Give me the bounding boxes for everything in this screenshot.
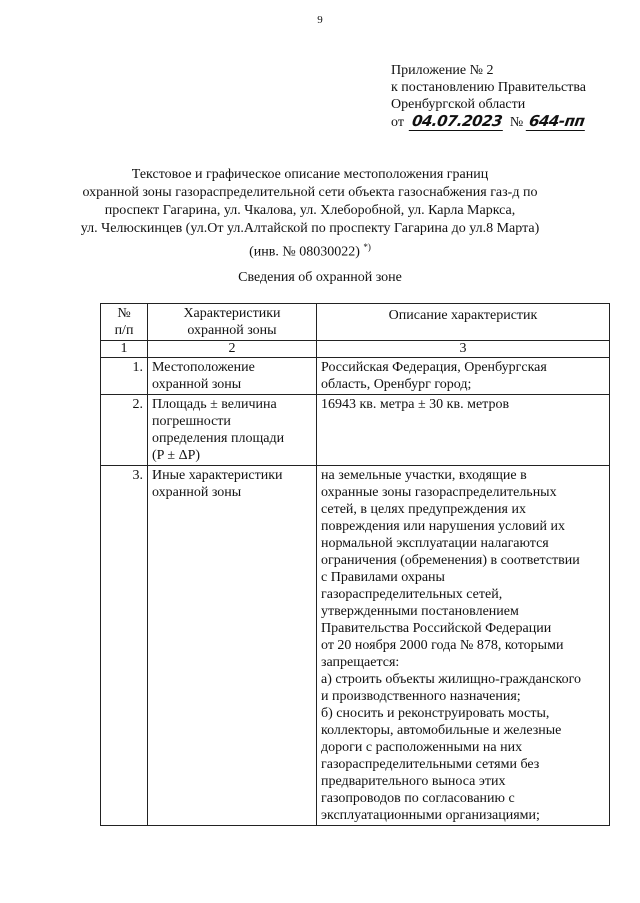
appendix-line-1: Приложение № 2 — [391, 63, 494, 78]
text-line: предварительного выноса этих — [321, 774, 506, 789]
header-characteristics — [148, 304, 317, 341]
text-line: (P ± ΔP) — [152, 448, 201, 463]
title-line-3: проспект Гагарина, ул. Чкалова, ул. Хлеборобной, ул. Карла Маркса, — [104, 203, 516, 218]
page-number: 9 — [317, 14, 323, 26]
table-row — [101, 466, 610, 826]
text-line: определения площади — [152, 431, 285, 446]
text-line: на земельные участки, входящие в — [321, 468, 527, 483]
title-line-2: охранной зоны газораспределительной сети объекта газоснабжения газ-д по — [82, 185, 538, 200]
header-description: Описание характеристик — [317, 304, 610, 341]
row-characteristic — [148, 358, 317, 395]
row-characteristic — [148, 395, 317, 466]
text-line: и производственного назначения; — [321, 689, 521, 704]
inventory-number: (инв. № 08030022) — [249, 244, 360, 260]
index-cell: 2 — [148, 341, 317, 358]
number-label: № — [509, 115, 524, 130]
handwritten-number: 644-пп — [526, 113, 588, 131]
text-line: Правительства Российской Федерации — [321, 621, 552, 636]
text-line: от 20 ноября 2000 года № 878, которыми — [321, 638, 564, 653]
text-line: ограничения (обременения) в соответствии — [321, 553, 580, 568]
text-line: с Правилами охраны — [321, 570, 445, 585]
table-row — [101, 358, 610, 395]
index-cell: 1 — [101, 341, 148, 358]
header-char-line-2: охранной зоны — [187, 323, 277, 338]
text-line: газопроводов по согласованию с — [321, 791, 515, 806]
row-number: 1. — [101, 358, 148, 395]
text-line: охранной зоны — [152, 377, 242, 392]
text-line: сетей, в целях предупреждения их — [321, 502, 526, 517]
text-line: Иные характеристики — [152, 468, 283, 483]
text-line: газораспределительных сетей, — [321, 587, 503, 602]
row-description — [317, 358, 610, 395]
text-line: охранной зоны — [152, 485, 242, 500]
appendix-line-2: к постановлению Правительства — [391, 80, 587, 95]
header-char-line-1: Характеристики — [183, 306, 281, 321]
text-line: 16943 кв. метра ± 30 кв. метров — [321, 397, 510, 412]
text-line: коллекторы, автомобильные и железные — [321, 723, 562, 738]
zone-table — [100, 303, 610, 826]
row-number: 2. — [101, 395, 148, 466]
footnote-mark: *) — [363, 242, 371, 252]
document-title — [60, 166, 560, 262]
row-description — [317, 395, 610, 466]
text-line: б) сносить и реконструировать мосты, — [321, 706, 550, 721]
text-line: а) строить объекты жилищно-гражданского — [321, 672, 581, 687]
text-line: дороги с расположенными на них — [321, 740, 523, 755]
appendix-line-3: Оренбургской области — [391, 97, 526, 112]
appendix-reference — [391, 113, 586, 131]
section-title: Сведения об охранной зоне — [238, 270, 402, 285]
from-label: от — [391, 115, 404, 130]
title-line-5 — [60, 238, 560, 262]
appendix-block — [391, 62, 586, 131]
row-characteristic — [148, 466, 317, 826]
table-index-row — [101, 341, 610, 358]
text-line: запрещается: — [321, 655, 400, 670]
header-num — [101, 304, 148, 341]
title-line-4: ул. Челюскинцев (ул.От ул.Алтайской по проспекту Гагарина до ул.8 Марта) — [80, 221, 540, 236]
header-num-line-1: № — [117, 306, 131, 321]
text-line: Российская Федерация, Оренбургская — [321, 360, 547, 375]
text-line: погрешности — [152, 414, 231, 429]
text-line: эксплуатационными организациями; — [321, 808, 540, 823]
text-line: охранные зоны газораспределительных — [321, 485, 557, 500]
header-num-line-2: п/п — [114, 323, 134, 338]
text-line: нормальной эксплуатации налагаются — [321, 536, 549, 551]
text-line: Площадь ± величина — [152, 397, 277, 412]
text-line: область, Оренбург город; — [321, 377, 472, 392]
table-header-row — [101, 304, 610, 341]
index-cell: 3 — [317, 341, 610, 358]
text-line: газораспределительными сетями без — [321, 757, 540, 772]
text-line: утвержденными постановлением — [321, 604, 519, 619]
row-description — [317, 466, 610, 826]
text-line: повреждения или нарушения условий их — [321, 519, 565, 534]
row-number: 3. — [101, 466, 148, 826]
text-line: Местоположение — [152, 360, 255, 375]
handwritten-date: 04.07.2023 — [409, 113, 505, 131]
title-line-1: Текстовое и графическое описание местоположения границ — [131, 167, 489, 182]
table-row — [101, 395, 610, 466]
